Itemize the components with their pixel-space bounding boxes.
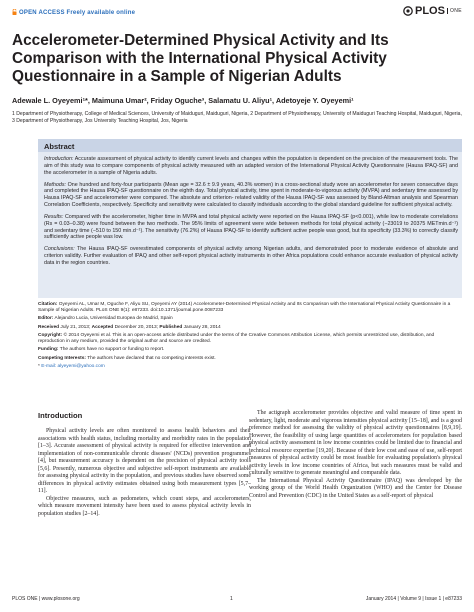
competing-label: Competing Interests: — [38, 355, 86, 361]
editor-label: Editor: — [38, 316, 54, 322]
left-column — [38, 428, 251, 519]
abstract-results — [44, 214, 458, 241]
email-prefix: * — [38, 363, 40, 369]
funding-text: The authors have no support or funding to report. — [59, 347, 165, 353]
abstract-results-text: Compared with the accelerometer, higher time in MVPA and total physical activity were reported on the Hausa IPAQ-SF (p<0.001), while low to moderate correlations (Rs = 0.03–0.38) were found between the two methods. The 95% limits of agreement were wide between methods for total physical activity (−23019 to 20375 METmin.d⁻¹) and sedentary time (−510 to 150 min.d⁻¹). The sensitivity (76.2%) of Hausa IPAQ-SF to identify sufficient active people was good, but its specificity (33.3%) to correctly classify sufficiently active people was low. — [44, 213, 458, 241]
abstract-methods-label: Methods: — [44, 181, 66, 188]
funding-label: Funding: — [38, 347, 59, 353]
abstract-heading: Abstract — [44, 142, 75, 151]
footer-issue-info: January 2014 | Volume 9 | Issue 1 | e87233 — [365, 596, 462, 602]
copyright-text: © 2014 Oyeyemi et al. This is an open-access article distributed under the terms of the Creative Commons Attribution License, which permits unrestricted use, distribution, and reproduction in any medium, provided the original author and source are credited. — [38, 332, 435, 345]
competing-interests — [38, 356, 462, 362]
funding — [38, 347, 462, 353]
right-paragraph-1: The actigraph accelerometer provides objective and valid measure of time spent in sedentary, light, moderate and vigorous intensities physical activity [15–18], and is a good reference method for assessing the validity of physical activity questionnaires [8,9,19]. However, the feasibility of using large quantities of accelerometers for population based physical activity assessment in low income countries could be limited due to financial and technical resource expertise [19,20]. Because of their low cost and ease of use, self-report measures of physical activity could be most feasible for evaluating population's physical activity levels in low income countries of Africa, but such measures must be valid and culturally sensitive to generate meaningful and comparable data. — [249, 410, 462, 477]
page-footer — [12, 596, 462, 606]
abstract-results-label: Results: — [44, 213, 64, 220]
left-paragraph-1: Physical activity levels are often monitored to assess health behaviors and their associations with health status, including mortality and morbidity rates in the population [1–3]. Accurate assessment of physical activity is required for effective intervention and implementation of non-communicable chronic diseases' (NCDs) prevention programmes [4], but measurement accuracy is dependent on the precision of physical activity tools [5,6]. Presently, numerous objective and subjective self-report instruments are available for assessing physical activity in the population, and previous studies have observed some differences in physical activity estimates obtained using both measurement types [5,7–11]. — [38, 428, 251, 495]
accepted-date: December 20, 2013; — [114, 324, 159, 330]
email-link[interactable]: E-mail: alyeyemi@yahoo.com — [41, 363, 105, 369]
article-metadata — [38, 302, 462, 372]
journal-subname: ONE — [447, 8, 462, 14]
received-label: Received — [38, 324, 60, 330]
author-list: Adewale L. Oyeyemi¹*, Maimuna Umar², Friday Oguche³, Salamatu U. Aliyu¹, Adetoyeje Y. Oyeyemi¹ — [12, 96, 354, 105]
abstract-introduction — [44, 156, 458, 177]
accepted-label: Accepted — [91, 324, 114, 330]
right-column — [249, 410, 462, 501]
open-access-banner — [12, 9, 135, 16]
competing-text: The authors have declared that no competing interests exist. — [87, 355, 216, 361]
page-number: 1 — [230, 596, 233, 602]
journal-name: PLOS — [415, 5, 445, 17]
abstract-methods — [44, 182, 458, 209]
article-title: Accelerometer-Determined Physical Activity and Its Comparison with the International Physical Activity Questionnaire in a Sample of Nigerian Adults — [12, 32, 389, 85]
corresponding-email — [38, 364, 462, 370]
open-lock-icon — [12, 9, 17, 15]
citation — [38, 302, 462, 314]
abstract-methods-text: One hundred and forty-four participants (Mean age = 32.6 ± 9.9 years, 40.3% women) in a cross-sectional study wore an accelerometer for seven consecutive days and completed the Hausa IPAQ-SF questionnaire on the eighth day. Total physical activity, time spent in moderate-to-vigorous activity (MVPA) and sedentary time assessed by Hausa IPAQ-SF and accelerometer were compared. The absolute and criterion- related validity of the Hausa IPAQ-SF was assessed by Bland-Altman analysis and Spearman Correlation Coefficients, respectively. Specificity and sensitivity were calculated to classify individuals according to the global standard guideline for sufficient physical activity. — [44, 181, 458, 209]
abstract-conclusions-text: The Hausa IPAQ-SF overestimated components of physical activity among Nigerian adults, and demonstrated poor to moderate evidence of absolute and criterion validity. Further evaluation of IPAQ and other self-report physical activity instruments in other Africa populations could enhance accurate evaluation of physical activity data in the region countries. — [44, 246, 459, 266]
abstract-conclusions — [44, 246, 458, 267]
abstract-body — [44, 156, 458, 272]
published-date: January 28, 2014 — [183, 324, 221, 330]
right-paragraph-2: The International Physical Activity Questionnaire (IPAQ) was developed by the working group of the World Health Organization (WHO) and the Center for Disease Control and Prevention (CDC) in the United States as a self-report of physical — [249, 477, 462, 500]
copyright-label: Copyright: — [38, 332, 63, 338]
affiliations: 1 Department of Physiotherapy, College of Medical Sciences, University of Maiduguri, Maiduguri, Nigeria, 2 Department of Physiotherapy, University of Maiduguri Teaching Hospital, Maiduguri, Nigeria, 3 Department of Physiotherapy, Jos University Teaching Hospital, Jos, Nigeria — [12, 111, 462, 124]
journal-header — [0, 0, 474, 22]
abstract-conclusions-label: Conclusions: — [44, 246, 75, 253]
citation-label: Citation: — [38, 302, 58, 307]
editor-text: Alejandro Lucia, Universidad Europea de Madrid, Spain — [54, 316, 173, 322]
published-label: Published — [159, 324, 183, 330]
abstract-box — [38, 139, 462, 298]
footer-journal-url[interactable]: PLOS ONE | www.plosone.org — [12, 596, 80, 602]
copyright — [38, 333, 462, 345]
plos-one-logo — [403, 5, 462, 17]
left-paragraph-2: Objective measures, such as pedometers, which count steps, and accelerometers, which measure movement intensity have been used to assess physical activity levels in population studies [2–14]. — [38, 495, 251, 518]
abstract-introduction-label: Introduction: — [44, 156, 74, 162]
editor — [38, 316, 462, 322]
open-access-text: OPEN ACCESS Freely available online — [19, 10, 136, 16]
plos-logo-icon — [403, 6, 413, 16]
dates — [38, 325, 462, 331]
abstract-introduction-text: Accurate assessment of physical activity to identify current levels and changes within the population is dependent on the precision of the measurement tools. The aim of this study was to compare components of physical activity measured with an adapted version of the International Physical Activity Questionnaire (Hausa IPAQ-SF) and the accelerometer in a sample of Nigeria adults. — [44, 156, 458, 176]
introduction-heading: Introduction — [38, 411, 83, 420]
citation-text: Oyeyemi AL, Umar M, Oguche F, Aliyu SU, Oyeyemi AY (2014) Accelerometer-Determined Physical Activity and Its Comparison with the International Physical Activity Questionnaire in a Sample of Nigerian Adults. PLoS ONE 9(1): e87233. doi:10.1371/journal.pone.0087233 — [38, 302, 451, 314]
received-date: July 21, 2013; — [60, 324, 91, 330]
abstract-header — [38, 139, 462, 152]
